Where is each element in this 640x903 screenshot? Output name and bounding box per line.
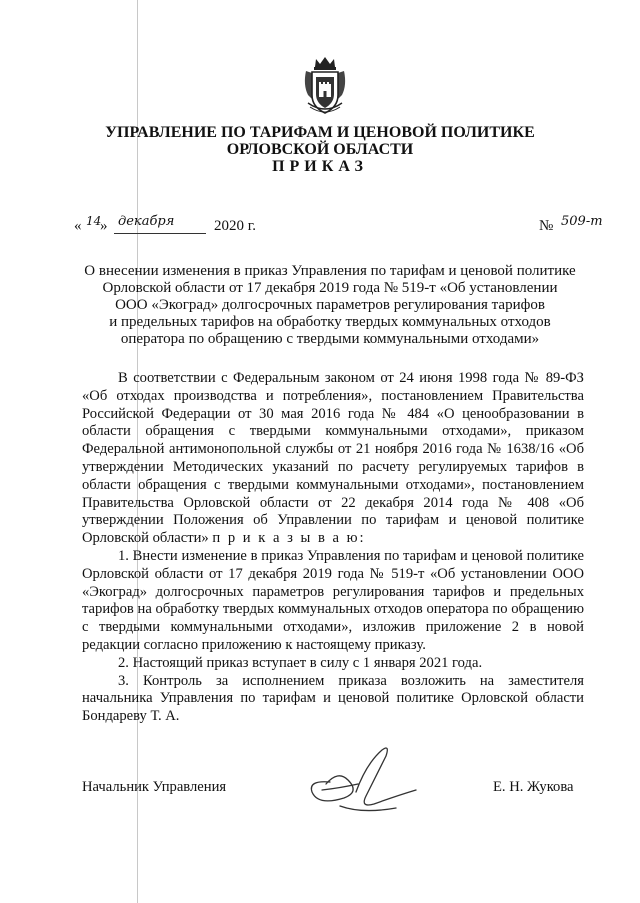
title-line: ООО «Экоград» долгосрочных параметров регулирования тарифов — [115, 297, 545, 313]
order-word: п р и к а з ы в а ю: — [212, 530, 366, 547]
order-month: декабря — [118, 214, 175, 229]
order-item-2: 2. Настоящий приказ вступает в силу с 1 января 2021 года. — [118, 654, 483, 671]
title-line: оператора по обращению с твердыми коммунальными отходами» — [120, 331, 540, 347]
title-line: и предельных тарифов на обработку твердых коммунальных отходов — [109, 314, 551, 330]
coat-of-arms-emblem — [302, 55, 348, 117]
date-close-quote: » — [100, 218, 108, 234]
preamble-text: В соответствии с Федеральным законом от 24 июня 1998 года № 89-ФЗ «Об отходах производства и потребления», постановлением Правительства Российской Федерации от 30 мая 2016 года № 484 «О ценообразовании в области обращения с твердыми коммунальными отходами», приказом Федеральной антимонопольной службы от 21 ноября 2016 года № 1638/16 «Об утверждении Методических указаний по расчету регулируемых тарифов в области обращения с твердыми коммунальными отходами», постановлением Правительства Орловской области от 22 декабря 2014 года № 408 «Об утверждении Положения об Управлении по тарифам и ценовой политике Орловской области» — [82, 370, 584, 547]
signer-name: Е. Н. Жукова — [493, 779, 574, 795]
handwritten-signature — [300, 740, 430, 820]
order-year: 2020 г. — [214, 218, 256, 234]
order-number: 509-т — [561, 214, 603, 229]
title-line: О внесении изменения в приказ Управления по тарифам и ценовой политике — [84, 263, 576, 279]
order-item-3: 3. Контроль за исполнением приказа возложить на заместителя начальника Управления по тарифам и ценовой политике Орловской области Бондареву Т. А. — [82, 672, 584, 725]
date-open-quote: « — [74, 218, 82, 234]
order-number-label: № — [539, 218, 554, 234]
title-line: Орловской области от 17 декабря 2019 года № 519-т «Об установлении — [102, 280, 558, 296]
document-type: ПРИКАЗ — [272, 158, 368, 175]
date-underline — [114, 233, 206, 234]
agency-name-line-1: УПРАВЛЕНИЕ ПО ТАРИФАМ И ЦЕНОВОЙ ПОЛИТИКЕ — [105, 124, 535, 141]
agency-name-line-2: ОРЛОВСКОЙ ОБЛАСТИ — [226, 141, 414, 158]
date-number-row — [74, 214, 606, 238]
order-item-1: 1. Внести изменение в приказ Управления по тарифам и ценовой политике Орловской области от 17 декабря 2019 года № 519-т «Об установлении ООО «Экоград» долгосрочных параметров регулирования тарифов и предельных тарифов на обработку твердых коммунальных отходов оператора по обращению с твердыми коммунальными отходами», изложив приложение 2 в новой редакции согласно приложению к настоящему приказу. — [82, 547, 584, 653]
order-title — [78, 263, 582, 348]
order-body — [82, 370, 584, 726]
signer-position: Начальник Управления — [82, 779, 227, 795]
order-day: 14 — [86, 214, 102, 228]
preamble-paragraph — [82, 370, 584, 548]
